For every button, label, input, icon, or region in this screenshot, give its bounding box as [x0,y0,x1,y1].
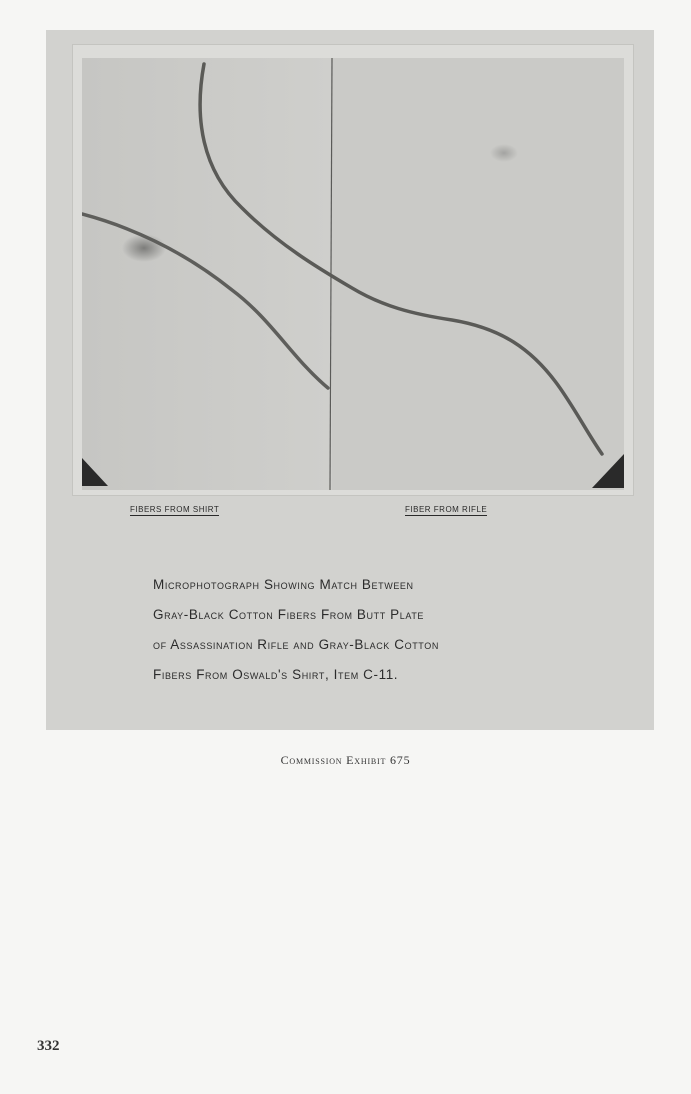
page-number: 332 [37,1038,60,1054]
smudge-mark [122,234,166,262]
caption-line: Microphotograph Showing Match Between [153,577,414,592]
comparison-field-left [82,58,332,490]
exhibit-title: Commission Exhibit 675 [280,753,411,767]
caption [153,570,593,690]
caption-line: of Assassination Rifle and Gray-Black Cotton [153,637,439,652]
microphotograph-image [82,58,624,490]
label-fibers-from-shirt: FIBERS FROM SHIRT [130,505,220,514]
label-fiber-from-rifle: FIBER FROM RIFLE [405,505,488,514]
microphotograph [82,58,624,490]
comparison-field-right [332,58,624,490]
smudge-mark-faint [490,144,518,162]
caption-line: Gray-Black Cotton Fibers From Butt Plate [153,607,425,622]
caption-line: Fibers From Oswald's Shirt, Item C-11. [153,667,399,682]
